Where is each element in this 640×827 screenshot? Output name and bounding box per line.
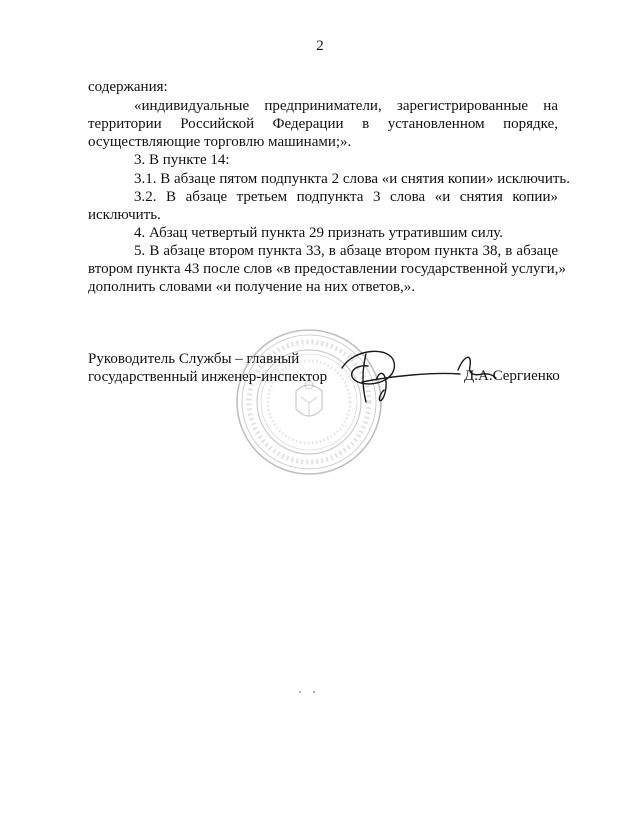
- scan-speck: [313, 691, 315, 693]
- paragraph-line: осуществляющие торговлю машинами;».: [88, 134, 352, 150]
- signatory-name: Д.А.Сергиенко: [464, 368, 560, 384]
- page-number: 2: [316, 38, 324, 54]
- paragraph-line: 3. В пункте 14:: [134, 152, 230, 168]
- paragraph-line: территории Российской Федерации в установленном порядке,: [88, 116, 558, 132]
- signatory-position: Руководитель Службы – главный: [88, 351, 300, 367]
- paragraph-line: 3.2. В абзаце третьем подпункта 3 слова «и снятия копии»: [134, 189, 558, 205]
- paragraph-line: втором пункта 43 после слов «в предоставлении государственной услуги,»: [88, 261, 566, 277]
- paragraph-line: 4. Абзац четвертый пункта 29 признать утратившим силу.: [134, 225, 504, 241]
- paragraph-line: «индивидуальные предприниматели, зарегистрированные на: [134, 98, 558, 114]
- paragraph-line: исключить.: [88, 207, 161, 223]
- paragraph-line: 5. В абзаце втором пункта 33, в абзаце втором пункта 38, в абзаце: [134, 243, 558, 259]
- paragraph-line: содержания:: [88, 79, 168, 95]
- paragraph-line: дополнить словами «и получение на них ответов,».: [88, 279, 416, 295]
- signatory-position: государственный инженер-инспектор: [88, 369, 328, 385]
- scan-speck: [299, 691, 301, 693]
- paragraph-line: 3.1. В абзаце пятом подпункта 2 слова «и снятия копии» исключить.: [134, 171, 571, 187]
